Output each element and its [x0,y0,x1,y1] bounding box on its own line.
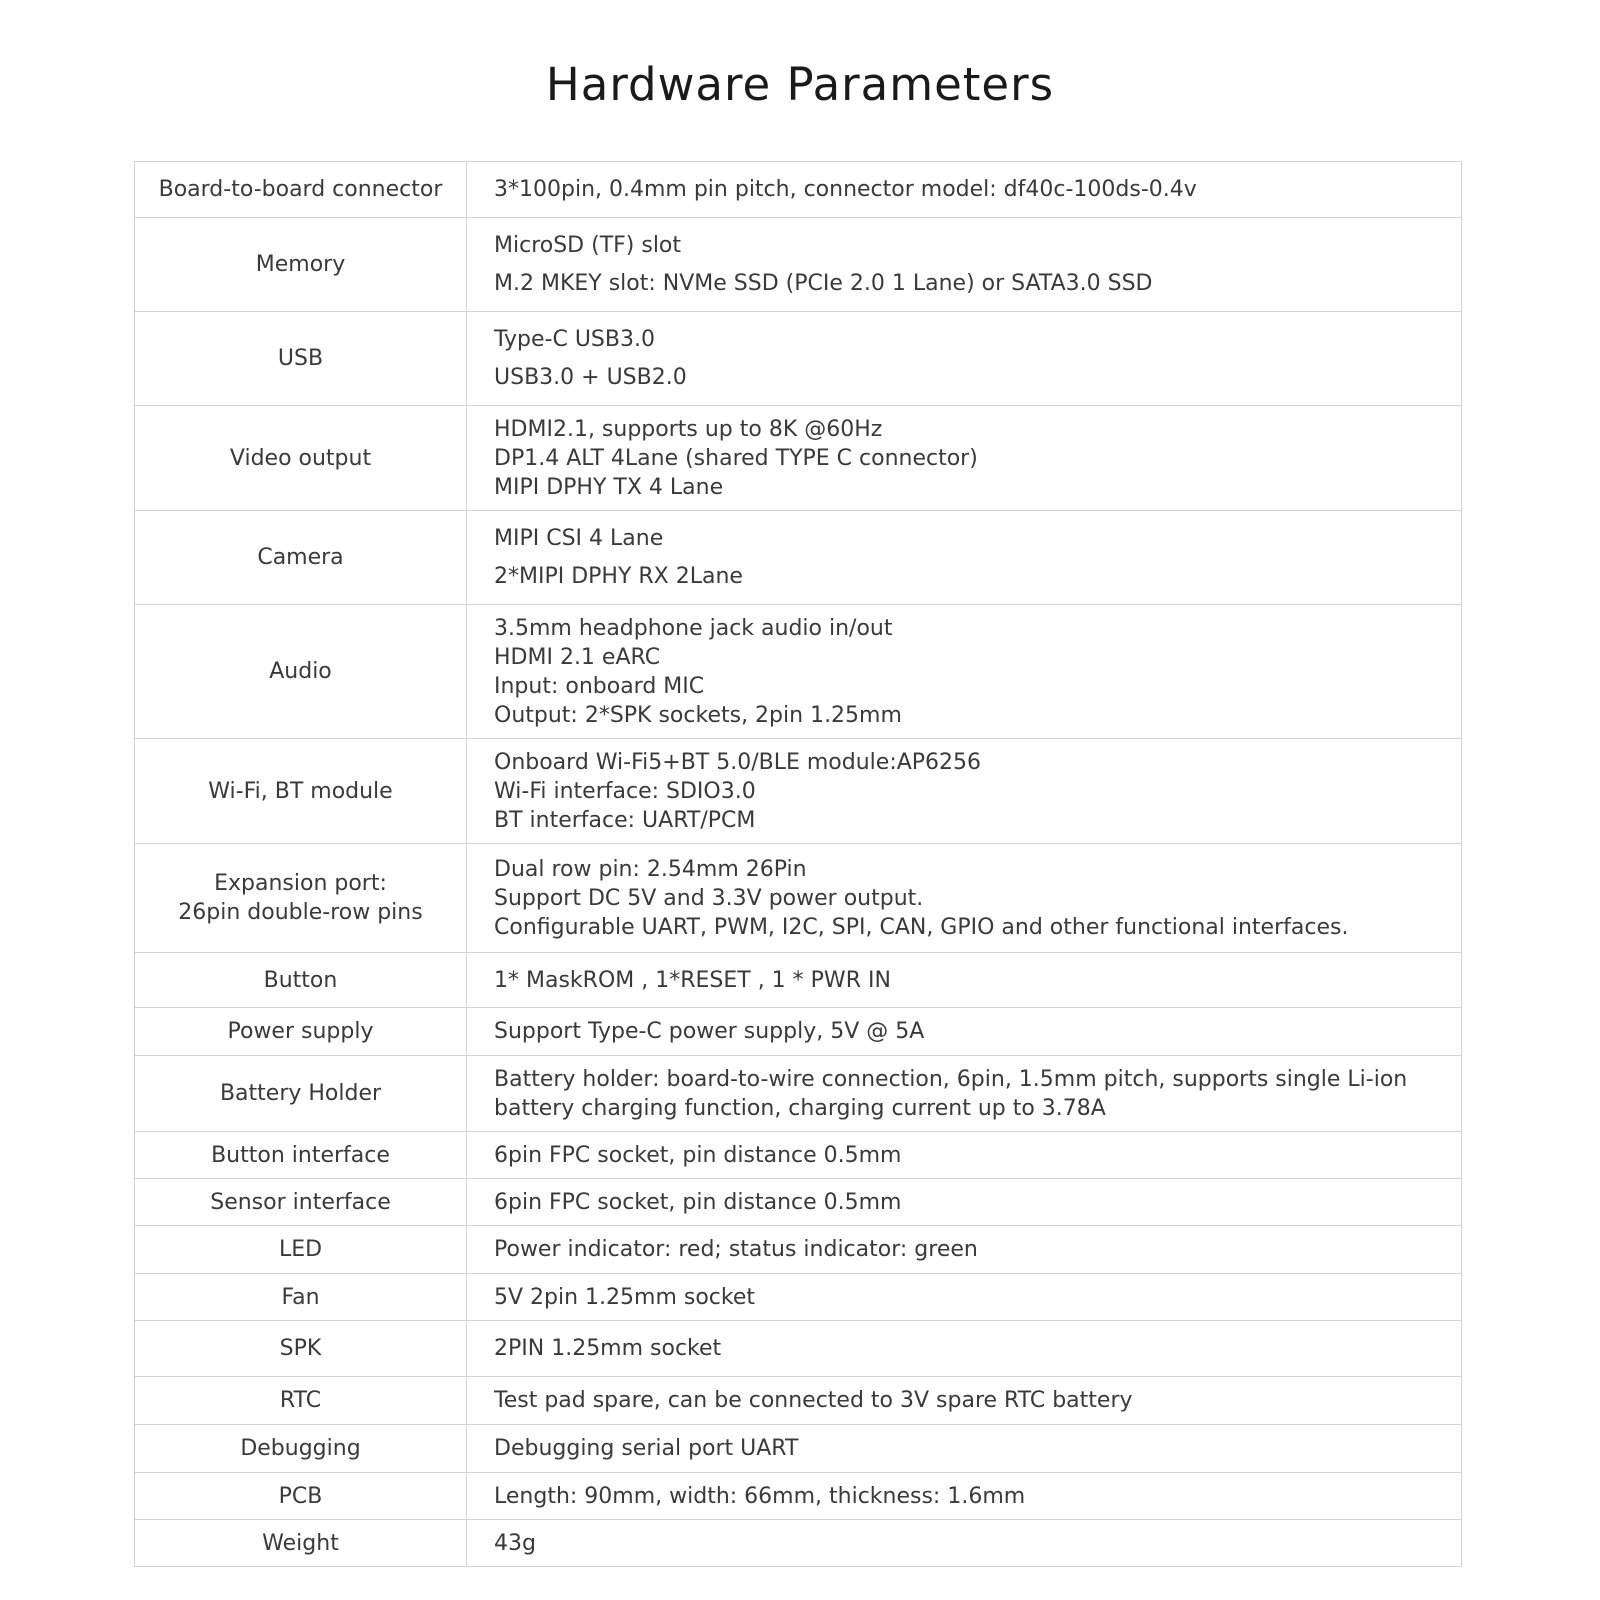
parameter-label [135,162,467,218]
parameter-value-line: Debugging serial port UART [494,1436,799,1461]
parameter-label [135,511,467,605]
parameter-label [135,1473,467,1520]
parameter-value-line: Dual row pin: 2.54mm 26Pin [494,856,807,882]
parameter-value-line: MIPI DPHY TX 4 Lane [494,474,724,500]
parameter-value-line: 5V 2pin 1.25mm socket [494,1284,756,1310]
parameter-value-line: 2*MIPI DPHY RX 2Lane [494,563,743,589]
parameter-value-line: Support DC 5V and 3.3V power output. [494,885,924,911]
parameter-label-line: Weight [262,1530,339,1556]
parameter-label-line: Board-to-board connector [158,177,443,202]
parameter-value-line: Configurable UART, PWM, I2C, SPI, CAN, GPIO and other functional interfaces. [494,914,1349,940]
table-row [135,1179,1462,1226]
table-row [135,953,1462,1008]
parameter-label-line: Audio [269,659,332,684]
table-row [135,1008,1462,1056]
parameter-value [467,1425,1462,1473]
parameter-value [467,1321,1462,1377]
parameter-label [135,1321,467,1377]
parameter-value [467,1008,1462,1056]
table-row [135,739,1462,844]
parameter-value-line: DP1.4 ALT 4Lane (shared TYPE C connector) [494,445,978,471]
parameter-value-line: battery charging function, charging current up to 3.78A [494,1095,1106,1121]
parameter-label-line: 26pin double-row pins [178,900,423,925]
parameter-label-line: Camera [257,545,344,570]
parameter-value-line: Wi-Fi interface: SDIO3.0 [494,778,756,804]
parameter-value-line: Output: 2*SPK sockets, 2pin 1.25mm [494,702,902,728]
parameter-value-line: 3.5mm headphone jack audio in/out [494,615,893,641]
parameter-value-line: 3*100pin, 0.4mm pin pitch, connector model: df40c-100ds-0.4v [494,177,1197,202]
parameter-label-line: RTC [279,1388,322,1413]
parameter-value-line: HDMI 2.1 eARC [494,644,661,670]
hardware-parameters-table [134,161,1462,1567]
parameter-label [135,605,467,739]
parameter-label [135,953,467,1008]
table-row [135,1473,1462,1520]
parameter-value [467,162,1462,218]
parameter-value [467,511,1462,605]
parameter-value-line: 6pin FPC socket, pin distance 0.5mm [494,1142,902,1168]
parameter-label-line: USB [277,346,324,371]
parameter-value-line: BT interface: UART/PCM [494,807,756,833]
parameter-value-line: M.2 MKEY slot: NVMe SSD (PCIe 2.0 1 Lane) or SATA3.0 SSD [494,270,1153,296]
parameter-value-line: MIPI CSI 4 Lane [494,525,664,551]
parameter-label-line: Button interface [211,1142,390,1168]
table-row [135,1425,1462,1473]
parameter-label-line: Power supply [227,1019,374,1044]
parameter-value-line: USB3.0 + USB2.0 [494,364,687,390]
parameter-label [135,1008,467,1056]
parameter-value-line: Test pad spare, can be connected to 3V spare RTC battery [494,1388,1133,1413]
parameter-label [135,406,467,511]
table-body [135,162,1462,1567]
parameter-value-line: 1* MaskROM , 1*RESET , 1 * PWR IN [494,967,891,993]
parameter-label-line: Fan [281,1284,320,1310]
parameter-label [135,1274,467,1321]
parameter-value [467,605,1462,739]
table-row [135,162,1462,218]
parameter-value [467,312,1462,406]
parameter-label-line: Wi-Fi, BT module [208,778,393,804]
parameter-value-line: Input: onboard MIC [494,673,705,699]
parameter-label [135,312,467,406]
parameter-value [467,1056,1462,1132]
table-row [135,1321,1462,1377]
parameter-label-line: Sensor interface [210,1189,391,1215]
table-row [135,1274,1462,1321]
parameter-label [135,739,467,844]
parameter-value [467,844,1462,953]
table-row [135,1377,1462,1425]
parameter-value [467,406,1462,511]
parameter-value-line: Battery holder: board-to-wire connection, 6pin, 1.5mm pitch, supports single Li-ion [494,1066,1408,1092]
parameter-label-line: Debugging [240,1436,361,1461]
page-title: Hardware Parameters [545,58,1055,111]
parameter-label-line: LED [278,1237,323,1262]
table-row [135,1520,1462,1567]
parameter-label-line: Expansion port: [214,871,387,896]
parameter-value [467,1132,1462,1179]
table-row [135,844,1462,953]
parameter-value [467,739,1462,844]
parameter-label [135,844,467,953]
parameter-label-line: SPK [279,1336,322,1361]
parameter-value-line: Support Type-C power supply, 5V @ 5A [494,1019,925,1044]
parameter-label [135,1132,467,1179]
parameter-value-line: 6pin FPC socket, pin distance 0.5mm [494,1189,902,1215]
parameter-value-line: Onboard Wi-Fi5+BT 5.0/BLE module:AP6256 [494,749,982,775]
table-row [135,218,1462,312]
parameter-label [135,218,467,312]
table-row [135,406,1462,511]
parameter-value [467,1377,1462,1425]
parameter-label [135,1377,467,1425]
table-row [135,312,1462,406]
parameter-value [467,953,1462,1008]
table-row [135,605,1462,739]
parameter-value [467,1274,1462,1321]
parameter-value [467,1226,1462,1274]
parameter-value-line: Type-C USB3.0 [494,326,655,352]
parameter-value [467,218,1462,312]
parameter-label-line: Battery Holder [219,1081,382,1106]
parameter-label [135,1226,467,1274]
parameter-value-line: MicroSD (TF) slot [494,232,682,258]
parameter-label [135,1056,467,1132]
parameter-label-line: PCB [278,1483,323,1509]
parameter-label [135,1520,467,1567]
parameter-value-line: 43g [494,1530,536,1556]
parameter-value-line: 2PIN 1.25mm socket [494,1336,722,1361]
parameter-label-line: Video output [229,445,372,471]
parameter-label [135,1425,467,1473]
parameter-value [467,1179,1462,1226]
parameter-value-line: HDMI2.1, supports up to 8K @60Hz [494,416,883,442]
parameter-label-line: Button [263,967,338,993]
table-row [135,1056,1462,1132]
table-row [135,511,1462,605]
parameter-label [135,1179,467,1226]
parameter-value [467,1473,1462,1520]
parameter-value-line: Length: 90mm, width: 66mm, thickness: 1.6mm [494,1483,1026,1509]
table-row [135,1226,1462,1274]
parameter-label-line: Memory [255,252,346,277]
table-row [135,1132,1462,1179]
parameter-value-line: Power indicator: red; status indicator: green [494,1237,978,1262]
parameter-value [467,1520,1462,1567]
